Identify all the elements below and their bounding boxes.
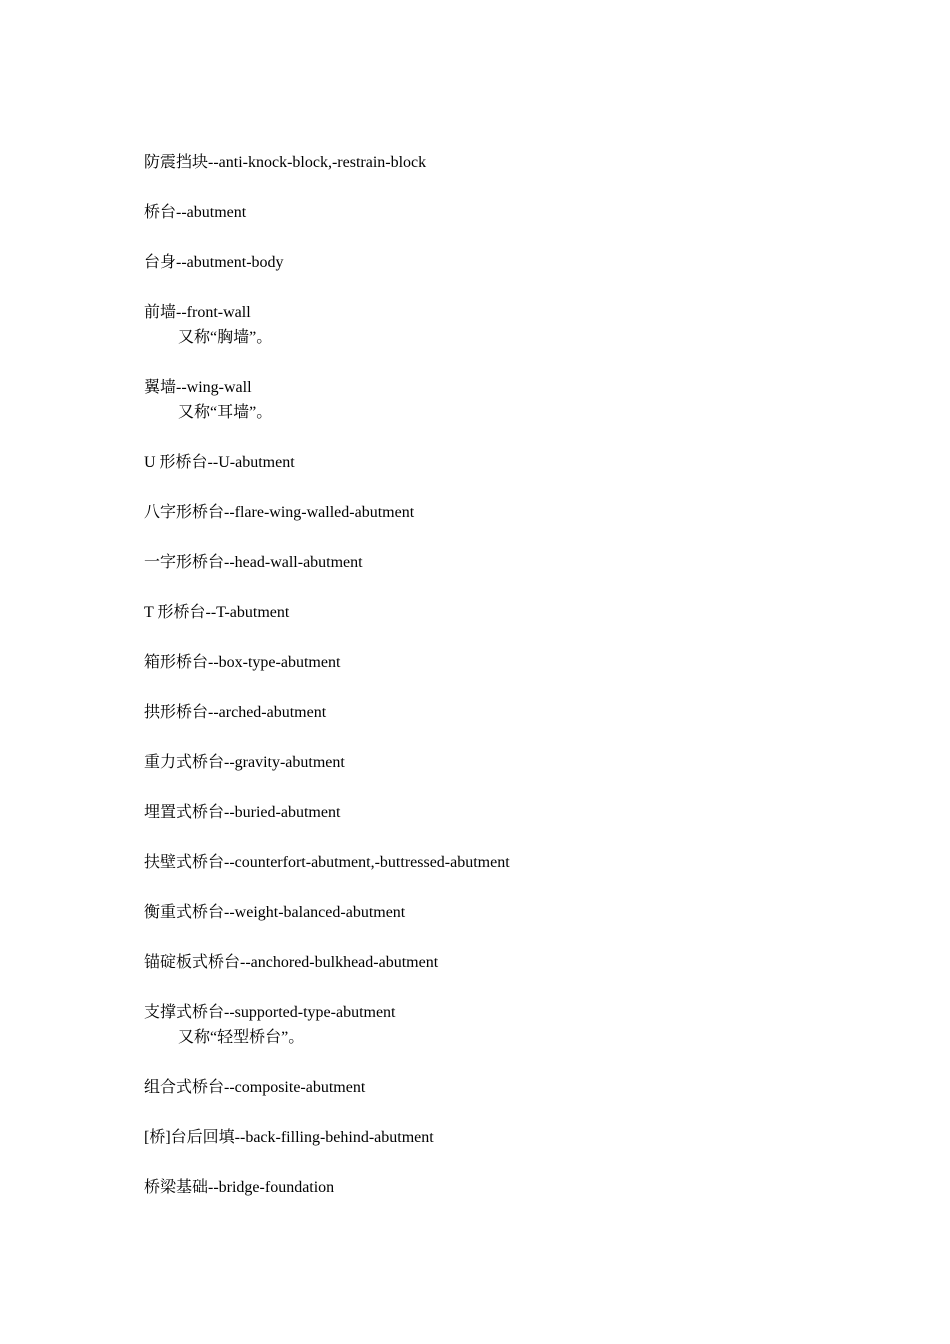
- entry-term: 扶壁式桥台--counterfort-abutment,-buttressed-abutment: [144, 854, 510, 871]
- entry-term: 台身--abutment-body: [144, 254, 284, 271]
- entry-term: 埋置式桥台--buried-abutment: [144, 804, 341, 821]
- glossary-entry: [144, 300, 844, 350]
- glossary-entry: [144, 375, 844, 425]
- glossary-entry: [144, 150, 844, 175]
- glossary-entry: [144, 200, 844, 225]
- entry-term: [桥]台后回填--back-filling-behind-abutment: [144, 1129, 434, 1146]
- glossary-entry: [144, 1125, 844, 1150]
- entry-term: 支撑式桥台--supported-type-abutment: [144, 1004, 396, 1021]
- entry-term: 八字形桥台--flare-wing-walled-abutment: [144, 504, 415, 521]
- glossary-entry: [144, 450, 844, 475]
- entry-term: 组合式桥台--composite-abutment: [144, 1079, 366, 1096]
- glossary-entry: [144, 700, 844, 725]
- entry-term: 箱形桥台--box-type-abutment: [144, 654, 341, 671]
- entry-term: 一字形桥台--head-wall-abutment: [144, 554, 363, 571]
- entry-note: 又称“胸墙”。: [178, 329, 273, 346]
- glossary-entry: [144, 850, 844, 875]
- glossary-entry: [144, 550, 844, 575]
- entry-term: 桥台--abutment: [144, 204, 247, 221]
- entry-term: 重力式桥台--gravity-abutment: [144, 754, 345, 771]
- glossary-entry: [144, 800, 844, 825]
- entry-term: U 形桥台--U-abutment: [144, 454, 295, 471]
- entry-term: 锚碇板式桥台--anchored-bulkhead-abutment: [144, 954, 439, 971]
- entry-term: 前墙--front-wall: [144, 304, 251, 321]
- entry-term: 拱形桥台--arched-abutment: [144, 704, 327, 721]
- glossary-entry: [144, 600, 844, 625]
- entry-term: 衡重式桥台--weight-balanced-abutment: [144, 904, 406, 921]
- entry-term: T 形桥台--T-abutment: [144, 604, 290, 621]
- glossary-entry: [144, 1075, 844, 1100]
- glossary-entry: [144, 1175, 844, 1200]
- entry-term: 翼墙--wing-wall: [144, 379, 252, 396]
- entry-note: 又称“耳墙”。: [178, 404, 273, 421]
- glossary-entry: [144, 250, 844, 275]
- entry-term: 桥梁基础--bridge-foundation: [144, 1179, 335, 1196]
- entry-note: 又称“轻型桥台”。: [178, 1029, 305, 1046]
- glossary-entry: [144, 1000, 844, 1050]
- glossary-entry: [144, 750, 844, 775]
- glossary-entry: [144, 500, 844, 525]
- glossary-entry: [144, 900, 844, 925]
- glossary-entry: [144, 650, 844, 675]
- entry-term: 防震挡块--anti-knock-block,-restrain-block: [144, 154, 427, 171]
- glossary-page: [144, 150, 844, 1225]
- glossary-entry: [144, 950, 844, 975]
